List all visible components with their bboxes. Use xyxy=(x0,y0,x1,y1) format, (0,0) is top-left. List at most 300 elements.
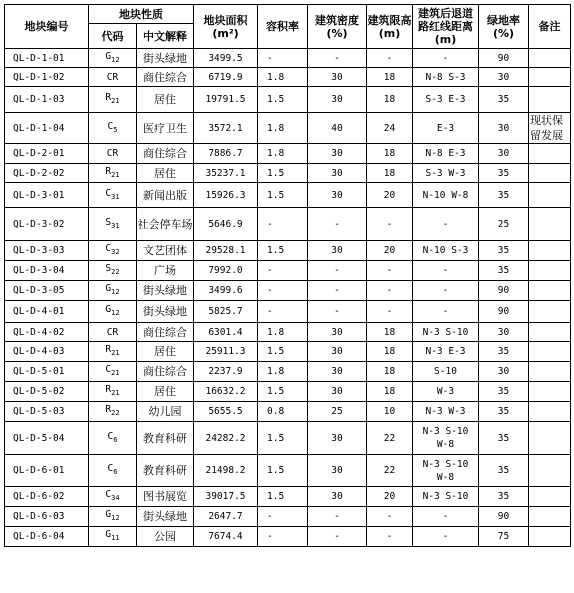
header-height-limit xyxy=(367,5,413,49)
code-main: C xyxy=(107,430,114,442)
table-row xyxy=(5,281,571,301)
code-main: G xyxy=(105,283,112,295)
code-main: G xyxy=(105,509,112,521)
cell-height-limit: 18 xyxy=(367,323,413,342)
cell-area: 15926.3 xyxy=(194,183,258,208)
table-row xyxy=(5,323,571,342)
cell-cn-name: 社会停车场 xyxy=(137,208,194,241)
cell-plot-id: QL-D-3-02 xyxy=(5,208,89,241)
cell-density: 30 xyxy=(308,164,367,183)
cell-green-ratio: 30 xyxy=(479,68,529,87)
cell-setback: N-3 S-10 W-8 xyxy=(413,422,479,455)
cell-height-limit: 18 xyxy=(367,382,413,402)
table-row xyxy=(5,342,571,362)
cell-green-ratio: 35 xyxy=(479,487,529,507)
cell-remark xyxy=(529,261,571,281)
cell-area: 39017.5 xyxy=(194,487,258,507)
cell-setback: - xyxy=(413,208,479,241)
cell-cn-name: 教育科研 xyxy=(137,455,194,487)
header-setback-unit: (m) xyxy=(434,33,457,46)
cell-area: 2237.9 xyxy=(194,362,258,382)
cell-density: - xyxy=(308,49,367,68)
cell-green-ratio: 35 xyxy=(479,382,529,402)
table-row xyxy=(5,208,571,241)
cell-density: 30 xyxy=(308,342,367,362)
cell-setback: N-8 E-3 xyxy=(413,144,479,164)
code-subscript: 31 xyxy=(111,221,120,230)
cell-far: 1.8 xyxy=(258,362,308,382)
cell-code xyxy=(89,49,137,68)
cell-density: 30 xyxy=(308,422,367,455)
cell-height-limit: 20 xyxy=(367,487,413,507)
header-density xyxy=(308,5,367,49)
cell-height-limit: 18 xyxy=(367,362,413,382)
cell-height-limit: - xyxy=(367,208,413,241)
cell-cn-name: 商住综合 xyxy=(137,68,194,87)
cell-far: - xyxy=(258,527,308,547)
cell-green-ratio: 35 xyxy=(479,261,529,281)
cell-setback: - xyxy=(413,49,479,68)
code-main: R xyxy=(105,344,112,356)
cell-code xyxy=(89,487,137,507)
cell-green-ratio: 35 xyxy=(479,164,529,183)
cell-green-ratio: 35 xyxy=(479,241,529,261)
cell-height-limit: 22 xyxy=(367,455,413,487)
cell-green-ratio: 25 xyxy=(479,208,529,241)
code-subscript: 12 xyxy=(111,513,120,522)
header-green-unit: (%) xyxy=(492,26,515,40)
code-main: C xyxy=(105,187,112,199)
cell-setback: S-10 xyxy=(413,362,479,382)
header-height-label: 建筑限高 xyxy=(367,13,412,27)
cell-area: 2647.7 xyxy=(194,507,258,527)
cell-setback: N-3 W-3 xyxy=(413,402,479,422)
cell-cn-name: 广场 xyxy=(137,261,194,281)
cell-plot-id: QL-D-4-03 xyxy=(5,342,89,362)
cell-green-ratio: 35 xyxy=(479,402,529,422)
cell-green-ratio: 30 xyxy=(479,362,529,382)
cell-density: 30 xyxy=(308,382,367,402)
code-main: R xyxy=(105,165,112,177)
cell-height-limit: 18 xyxy=(367,342,413,362)
cell-remark xyxy=(529,487,571,507)
cell-height-limit: - xyxy=(367,281,413,301)
table-row xyxy=(5,183,571,208)
table-row xyxy=(5,113,571,144)
cell-remark xyxy=(529,527,571,547)
cell-far: 1.8 xyxy=(258,68,308,87)
cell-density: - xyxy=(308,507,367,527)
table-row xyxy=(5,87,571,113)
cell-area: 5825.7 xyxy=(194,301,258,323)
cell-code xyxy=(89,241,137,261)
cell-far: - xyxy=(258,208,308,241)
cell-plot-id: QL-D-1-03 xyxy=(5,87,89,113)
cell-code xyxy=(89,261,137,281)
table-body xyxy=(5,49,571,547)
cell-remark xyxy=(529,241,571,261)
table-row xyxy=(5,164,571,183)
cell-green-ratio: 90 xyxy=(479,507,529,527)
cell-setback: N-8 S-3 xyxy=(413,68,479,87)
cell-far: 1.8 xyxy=(258,323,308,342)
cell-far: 1.5 xyxy=(258,87,308,113)
cell-area: 3499.5 xyxy=(194,49,258,68)
cell-area: 24282.2 xyxy=(194,422,258,455)
cell-setback: - xyxy=(413,301,479,323)
cell-far: 1.5 xyxy=(258,487,308,507)
cell-plot-id: QL-D-6-04 xyxy=(5,527,89,547)
cell-density: 30 xyxy=(308,455,367,487)
cell-plot-id: QL-D-3-01 xyxy=(5,183,89,208)
cell-cn-name: 新闻出版 xyxy=(137,183,194,208)
cell-density: - xyxy=(308,301,367,323)
cell-far: 1.5 xyxy=(258,382,308,402)
code-main: R xyxy=(105,404,112,416)
cell-height-limit: 24 xyxy=(367,113,413,144)
code-main: S xyxy=(105,263,112,275)
code-main: CR xyxy=(106,148,119,159)
cell-density: 30 xyxy=(308,323,367,342)
table-row xyxy=(5,49,571,68)
code-subscript: 21 xyxy=(111,170,120,179)
cell-area: 29528.1 xyxy=(194,241,258,261)
code-main: C xyxy=(105,243,112,255)
cell-far: 1.5 xyxy=(258,183,308,208)
table-row xyxy=(5,68,571,87)
header-area-unit: (m²) xyxy=(212,26,239,40)
table-row xyxy=(5,144,571,164)
cell-density: 30 xyxy=(308,87,367,113)
code-main: G xyxy=(105,529,112,541)
cell-area: 19791.5 xyxy=(194,87,258,113)
cell-green-ratio: 35 xyxy=(479,342,529,362)
cell-cn-name: 居住 xyxy=(137,342,194,362)
cell-cn-name: 教育科研 xyxy=(137,422,194,455)
cell-density: 30 xyxy=(308,362,367,382)
cell-far: - xyxy=(258,301,308,323)
land-plot-control-table xyxy=(4,4,571,547)
cell-area: 21498.2 xyxy=(194,455,258,487)
cell-plot-id: QL-D-2-02 xyxy=(5,164,89,183)
cell-density: 30 xyxy=(308,68,367,87)
cell-code xyxy=(89,342,137,362)
cell-density: 30 xyxy=(308,183,367,208)
cell-cn-name: 医疗卫生 xyxy=(137,113,194,144)
code-main: R xyxy=(105,384,112,396)
cell-setback: N-3 S-10 xyxy=(413,487,479,507)
cell-code xyxy=(89,183,137,208)
cell-density: - xyxy=(308,281,367,301)
code-main: G xyxy=(105,50,112,62)
code-subscript: 6 xyxy=(113,435,118,444)
cell-remark xyxy=(529,301,571,323)
cell-cn-name: 商住综合 xyxy=(137,144,194,164)
header-code: 代码 xyxy=(89,24,137,49)
cell-height-limit: 18 xyxy=(367,68,413,87)
code-subscript: 22 xyxy=(111,267,120,276)
cell-area: 25911.3 xyxy=(194,342,258,362)
code-subscript: 21 xyxy=(111,368,120,377)
table-row xyxy=(5,362,571,382)
cell-far: - xyxy=(258,261,308,281)
cell-setback: N-10 S-3 xyxy=(413,241,479,261)
cell-remark xyxy=(529,49,571,68)
cell-code xyxy=(89,164,137,183)
cell-remark xyxy=(529,342,571,362)
cell-setback: - xyxy=(413,507,479,527)
cell-plot-id: QL-D-3-05 xyxy=(5,281,89,301)
cell-plot-id: QL-D-3-04 xyxy=(5,261,89,281)
cell-code xyxy=(89,301,137,323)
header-density-label: 建筑密度 xyxy=(315,13,359,27)
cell-density: 30 xyxy=(308,487,367,507)
cell-plot-id: QL-D-1-04 xyxy=(5,113,89,144)
code-subscript: 6 xyxy=(113,467,118,476)
code-subscript: 11 xyxy=(111,533,120,542)
cell-density: - xyxy=(308,208,367,241)
cell-area: 5646.9 xyxy=(194,208,258,241)
cell-code xyxy=(89,507,137,527)
header-plot-id: 地块编号 xyxy=(5,5,89,49)
cell-plot-id: QL-D-6-03 xyxy=(5,507,89,527)
cell-far: 1.5 xyxy=(258,342,308,362)
code-subscript: 21 xyxy=(111,388,120,397)
table-row xyxy=(5,507,571,527)
cell-cn-name: 居住 xyxy=(137,164,194,183)
cell-green-ratio: 90 xyxy=(479,301,529,323)
cell-height-limit: 22 xyxy=(367,422,413,455)
code-subscript: 32 xyxy=(111,247,120,256)
table-row xyxy=(5,301,571,323)
cell-code xyxy=(89,422,137,455)
code-main: G xyxy=(105,304,112,316)
cell-plot-id: QL-D-5-04 xyxy=(5,422,89,455)
code-subscript: 31 xyxy=(111,192,120,201)
cell-height-limit: 18 xyxy=(367,87,413,113)
cell-green-ratio: 90 xyxy=(479,281,529,301)
cell-green-ratio: 30 xyxy=(479,144,529,164)
cell-remark xyxy=(529,281,571,301)
cell-green-ratio: 35 xyxy=(479,422,529,455)
code-subscript: 12 xyxy=(111,287,120,296)
cell-area: 3499.6 xyxy=(194,281,258,301)
code-main: C xyxy=(107,463,114,475)
code-subscript: 12 xyxy=(111,308,120,317)
cell-cn-name: 商住综合 xyxy=(137,362,194,382)
code-main: R xyxy=(105,92,112,104)
cell-setback: - xyxy=(413,281,479,301)
header-green xyxy=(479,5,529,49)
cell-cn-name: 街头绿地 xyxy=(137,507,194,527)
cell-green-ratio: 35 xyxy=(479,87,529,113)
header-area-label: 地块面积 xyxy=(203,13,248,27)
code-main: C xyxy=(105,489,112,501)
cell-far: - xyxy=(258,281,308,301)
cell-density: 40 xyxy=(308,113,367,144)
cell-far: 1.5 xyxy=(258,422,308,455)
cell-remark xyxy=(529,87,571,113)
cell-height-limit: 20 xyxy=(367,183,413,208)
cell-green-ratio: 30 xyxy=(479,113,529,144)
cell-density: - xyxy=(308,261,367,281)
cell-plot-id: QL-D-1-01 xyxy=(5,49,89,68)
cell-height-limit: 20 xyxy=(367,241,413,261)
cell-density: 30 xyxy=(308,241,367,261)
cell-density: 30 xyxy=(308,144,367,164)
cell-plot-id: QL-D-6-01 xyxy=(5,455,89,487)
header-cn-name: 中文解释 xyxy=(137,24,194,49)
table-row xyxy=(5,455,571,487)
cell-height-limit: 10 xyxy=(367,402,413,422)
table-row xyxy=(5,487,571,507)
cell-code xyxy=(89,68,137,87)
cell-cn-name: 街头绿地 xyxy=(137,301,194,323)
cell-area: 7674.4 xyxy=(194,527,258,547)
cell-code xyxy=(89,144,137,164)
cell-far: 1.5 xyxy=(258,455,308,487)
header-green-label: 绿地率 xyxy=(487,13,520,27)
cell-cn-name: 商住综合 xyxy=(137,323,194,342)
table-row xyxy=(5,527,571,547)
table-row xyxy=(5,261,571,281)
code-subscript: 21 xyxy=(111,96,120,105)
cell-cn-name: 街头绿地 xyxy=(137,281,194,301)
cell-setback: N-3 E-3 xyxy=(413,342,479,362)
header-setback xyxy=(413,5,479,49)
cell-cn-name: 幼儿园 xyxy=(137,402,194,422)
cell-remark xyxy=(529,382,571,402)
cell-area: 7992.0 xyxy=(194,261,258,281)
cell-remark xyxy=(529,144,571,164)
cell-remark: 现状保留发展 xyxy=(529,113,571,144)
cell-far: 1.8 xyxy=(258,144,308,164)
cell-height-limit: 18 xyxy=(367,164,413,183)
cell-code xyxy=(89,323,137,342)
cell-area: 6301.4 xyxy=(194,323,258,342)
cell-code xyxy=(89,113,137,144)
code-main: S xyxy=(105,216,112,228)
cell-height-limit: - xyxy=(367,261,413,281)
cell-setback: N-10 W-8 xyxy=(413,183,479,208)
cell-code xyxy=(89,455,137,487)
cell-setback: N-3 S-10 xyxy=(413,323,479,342)
cell-green-ratio: 75 xyxy=(479,527,529,547)
header-setback-label: 建筑后退道路红线距离 xyxy=(418,7,473,33)
cell-far: 0.8 xyxy=(258,402,308,422)
cell-code xyxy=(89,382,137,402)
cell-cn-name: 居住 xyxy=(137,87,194,113)
cell-far: - xyxy=(258,507,308,527)
cell-code xyxy=(89,527,137,547)
cell-cn-name: 居住 xyxy=(137,382,194,402)
cell-code xyxy=(89,208,137,241)
cell-height-limit: 18 xyxy=(367,144,413,164)
cell-remark xyxy=(529,402,571,422)
cell-remark xyxy=(529,208,571,241)
cell-cn-name: 街头绿地 xyxy=(137,49,194,68)
code-subscript: 21 xyxy=(111,348,120,357)
table-row xyxy=(5,382,571,402)
cell-height-limit: - xyxy=(367,527,413,547)
cell-density: 25 xyxy=(308,402,367,422)
cell-remark xyxy=(529,323,571,342)
cell-area: 3572.1 xyxy=(194,113,258,144)
cell-plot-id: QL-D-5-01 xyxy=(5,362,89,382)
cell-remark xyxy=(529,183,571,208)
cell-setback: - xyxy=(413,527,479,547)
cell-setback: E-3 xyxy=(413,113,479,144)
code-subscript: 34 xyxy=(111,493,120,502)
table-row xyxy=(5,241,571,261)
header-density-unit: (%) xyxy=(326,26,348,40)
cell-plot-id: QL-D-5-02 xyxy=(5,382,89,402)
cell-height-limit: - xyxy=(367,49,413,68)
cell-area: 16632.2 xyxy=(194,382,258,402)
cell-height-limit: - xyxy=(367,507,413,527)
cell-plot-id: QL-D-1-02 xyxy=(5,68,89,87)
code-main: C xyxy=(107,120,114,132)
cell-cn-name: 公园 xyxy=(137,527,194,547)
cell-plot-id: QL-D-5-03 xyxy=(5,402,89,422)
table-row xyxy=(5,422,571,455)
header-far: 容积率 xyxy=(258,5,308,49)
header-land-use: 地块性质 xyxy=(89,5,194,24)
cell-far: - xyxy=(258,49,308,68)
cell-remark xyxy=(529,164,571,183)
cell-setback: W-3 xyxy=(413,382,479,402)
cell-code xyxy=(89,87,137,113)
cell-cn-name: 文艺团体 xyxy=(137,241,194,261)
cell-area: 6719.9 xyxy=(194,68,258,87)
cell-plot-id: QL-D-6-02 xyxy=(5,487,89,507)
code-main: CR xyxy=(106,71,119,83)
code-subscript: 5 xyxy=(113,125,118,134)
cell-remark xyxy=(529,362,571,382)
cell-area: 35237.1 xyxy=(194,164,258,183)
cell-code xyxy=(89,281,137,301)
header-area xyxy=(194,5,258,49)
table-row xyxy=(5,402,571,422)
cell-far: 1.8 xyxy=(258,113,308,144)
cell-setback: N-3 S-10 W-8 xyxy=(413,455,479,487)
cell-far: 1.5 xyxy=(258,164,308,183)
header-height-unit: (m) xyxy=(378,26,401,40)
cell-setback: - xyxy=(413,261,479,281)
code-main: CR xyxy=(106,326,119,338)
cell-remark xyxy=(529,422,571,455)
cell-cn-name: 图书展览 xyxy=(137,487,194,507)
cell-density: - xyxy=(308,527,367,547)
cell-plot-id: QL-D-4-01 xyxy=(5,301,89,323)
cell-remark xyxy=(529,507,571,527)
cell-code xyxy=(89,402,137,422)
cell-setback: S-3 W-3 xyxy=(413,164,479,183)
cell-plot-id: QL-D-4-02 xyxy=(5,323,89,342)
cell-area: 5655.5 xyxy=(194,402,258,422)
header-remarks: 备注 xyxy=(529,5,571,49)
cell-code xyxy=(89,362,137,382)
cell-green-ratio: 90 xyxy=(479,49,529,68)
code-main: C xyxy=(105,364,112,376)
cell-green-ratio: 35 xyxy=(479,455,529,487)
cell-green-ratio: 35 xyxy=(479,183,529,208)
cell-remark xyxy=(529,68,571,87)
cell-area: 7886.7 xyxy=(194,144,258,164)
cell-green-ratio: 30 xyxy=(479,323,529,342)
cell-height-limit: - xyxy=(367,301,413,323)
code-subscript: 12 xyxy=(111,55,120,64)
